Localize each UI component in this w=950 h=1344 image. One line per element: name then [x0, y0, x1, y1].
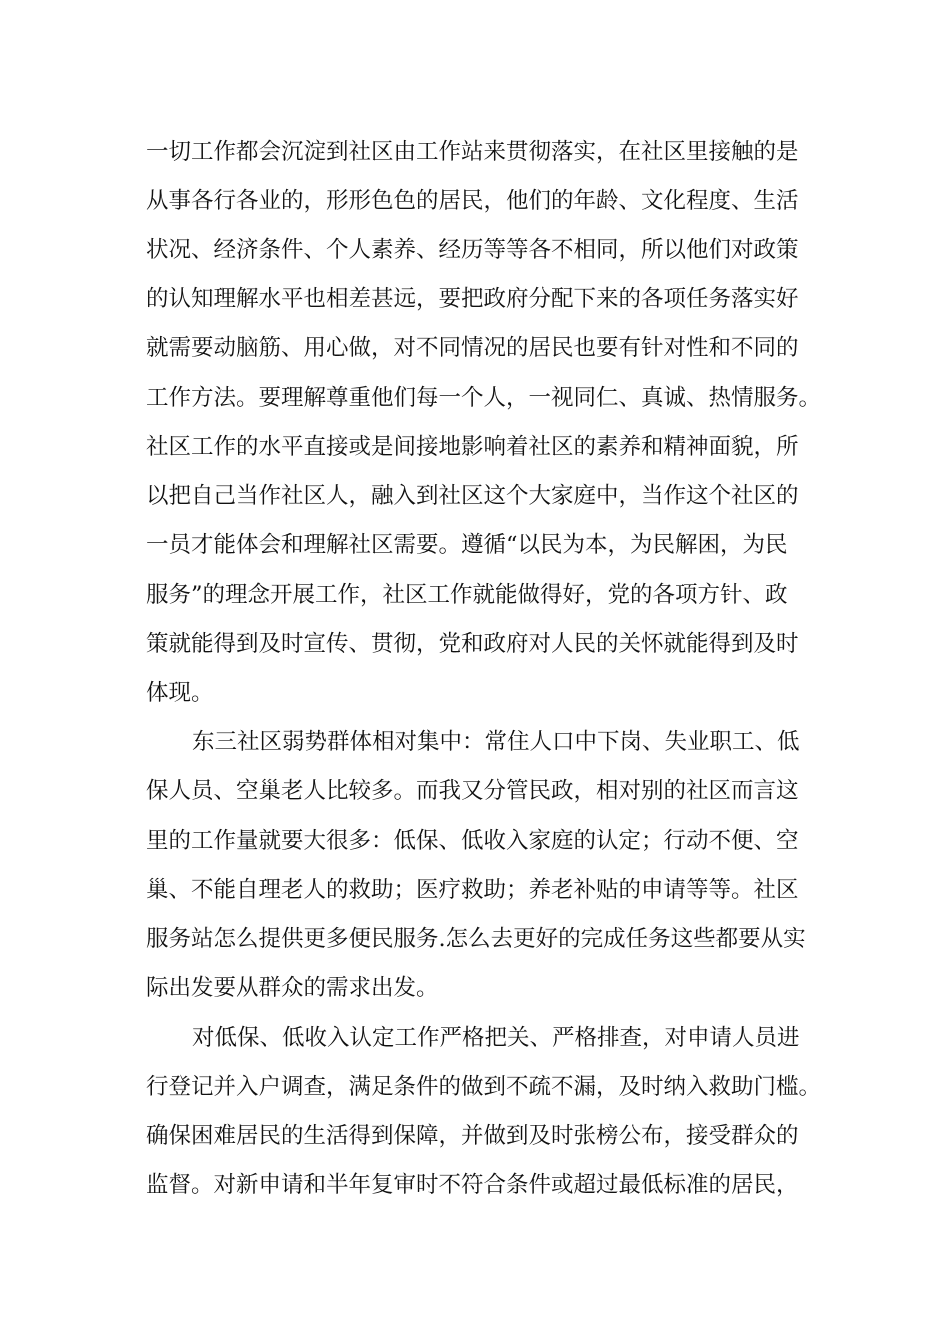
text-line: 里的工作量就要大很多：低保、低收入家庭的认定；行动不便、空: [146, 828, 799, 854]
text-line: 以把自己当作社区人，融入到社区这个大家庭中，当作这个社区的: [146, 483, 799, 509]
text-line: 就需要动脑筋、用心做，对不同情况的居民也要有针对性和不同的: [146, 335, 799, 361]
text-line: 服务站怎么提供更多便民服务.怎么去更好的完成任务这些都要从实: [146, 926, 806, 952]
text-line: 际出发要从群众的需求出发。: [146, 975, 439, 1001]
text-line: 巢、不能自理老人的救助；医疗救助；养老补贴的申请等等。社区: [146, 877, 799, 903]
text-line: 策就能得到及时宣传、贯彻，党和政府对人民的关怀就能得到及时: [146, 631, 799, 657]
text-line: 监督。对新申请和半年复审时不符合条件或超过最低标准的居民，: [146, 1172, 799, 1198]
text-line: 工作方法。要理解尊重他们每一个人，一视同仁、真诚、热情服务。: [146, 385, 822, 411]
text-line: 状况、经济条件、个人素养、经历等等各不相同，所以他们对政策: [146, 237, 799, 263]
text-line: 行登记并入户调查，满足条件的做到不疏不漏，及时纳入救助门槛。: [146, 1074, 822, 1100]
text-line: 从事各行各业的，形形色色的居民，他们的年龄、文化程度、生活: [146, 188, 799, 214]
text-line: 一员才能体会和理解社区需要。遵循“以民为本，为民解困，为民: [146, 532, 788, 558]
paragraph-first-line: 对低保、低收入认定工作严格把关、严格排查，对申请人员进: [192, 1025, 800, 1051]
text-line: 服务”的理念开展工作，社区工作就能做得好，党的各项方针、政: [146, 582, 788, 608]
text-line: 社区工作的水平直接或是间接地影响着社区的素养和精神面貌，所: [146, 434, 799, 460]
text-line: 保人员、空巢老人比较多。而我又分管民政，相对别的社区而言这: [146, 778, 799, 804]
text-line: 确保困难居民的生活得到保障，并做到及时张榜公布，接受群众的: [146, 1123, 799, 1149]
paragraph-first-line: 东三社区弱势群体相对集中：常住人口中下岗、失业职工、低: [192, 729, 800, 755]
text-line: 的认知理解水平也相差甚远，要把政府分配下来的各项任务落实好: [146, 286, 799, 312]
text-line: 一切工作都会沉淀到社区由工作站来贯彻落实，在社区里接触的是: [146, 139, 799, 165]
text-line: 体现。: [146, 680, 214, 706]
